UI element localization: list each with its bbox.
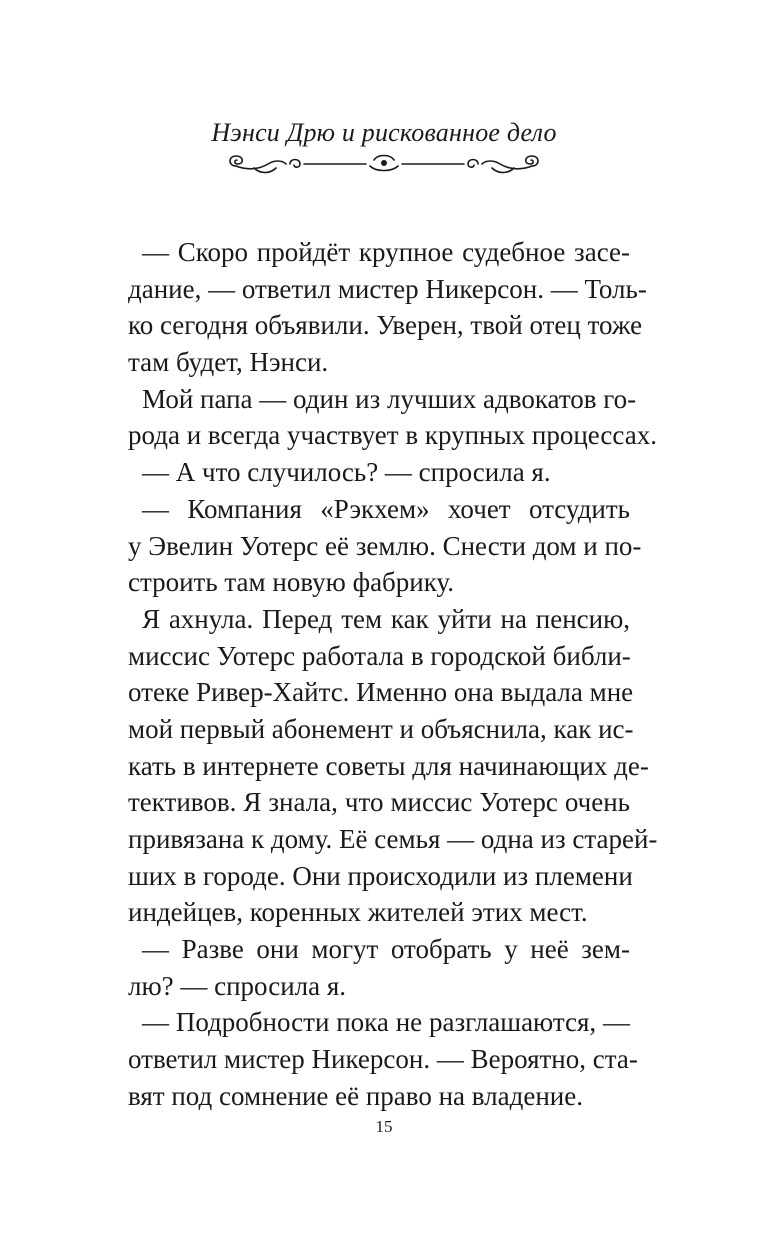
text-line: — А что случилось? — спросила я. [142, 457, 551, 488]
text-line: — Компания «Рэкхем» хочет отсудить [142, 493, 630, 524]
text-line: тективов. Я знала, что миссис Уотерс очень [128, 787, 630, 818]
text-line: дание, — ответил мистер Никерсон. — Толь- [128, 273, 647, 304]
page-number: 15 [375, 1117, 393, 1136]
text-line: кать в интернете советы для начинающих де- [128, 750, 649, 781]
text-line: у Эвелин Уотерс её землю. Снести дом и по- [128, 530, 642, 561]
running-head: Нэнси Дрю и рискованное дело [211, 118, 557, 147]
text-line: Мой папа — один из лучших адвокатов го- [142, 383, 637, 414]
text-line: вят под сомнение её право на владение. [128, 1080, 583, 1111]
text-line: там будет, Нэнси. [128, 347, 329, 378]
text-line: миссис Уотерс работала в городской библи- [128, 640, 631, 671]
text-line: — Скоро пройдёт крупное судебное засе- [142, 237, 630, 267]
text-line: рода и всегда участвует в крупных процессах. [128, 420, 657, 451]
text-line: мой первый абонемент и объяснила, как ис- [128, 713, 634, 744]
text-line: — Подробности пока не разглашаются, — [142, 1007, 630, 1038]
text-line: ших в городе. Они происходили из племени [128, 860, 633, 891]
flourish-divider-icon [224, 150, 544, 178]
text-line: ко сегодня объявили. Уверен, твой отец тоже [128, 310, 643, 341]
body-text [128, 234, 658, 1115]
text-line: индейцев, коренных жителей этих мест. [128, 897, 588, 928]
text-line: отеке Ривер-Хайтс. Именно она выдала мне [128, 677, 634, 708]
text-line: лю? — спросила я. [128, 970, 347, 1001]
text-line: ответил мистер Никерсон. — Вероятно, ста- [128, 1044, 638, 1075]
text-line: строить там новую фабрику. [128, 567, 455, 598]
text-line: Я ахнула. Перед тем как уйти на пенсию, [142, 603, 630, 634]
text-line: привязана к дому. Её семья — одна из старей- [128, 824, 658, 854]
text-line: — Разве они могут отобрать у неё зем- [142, 934, 630, 965]
